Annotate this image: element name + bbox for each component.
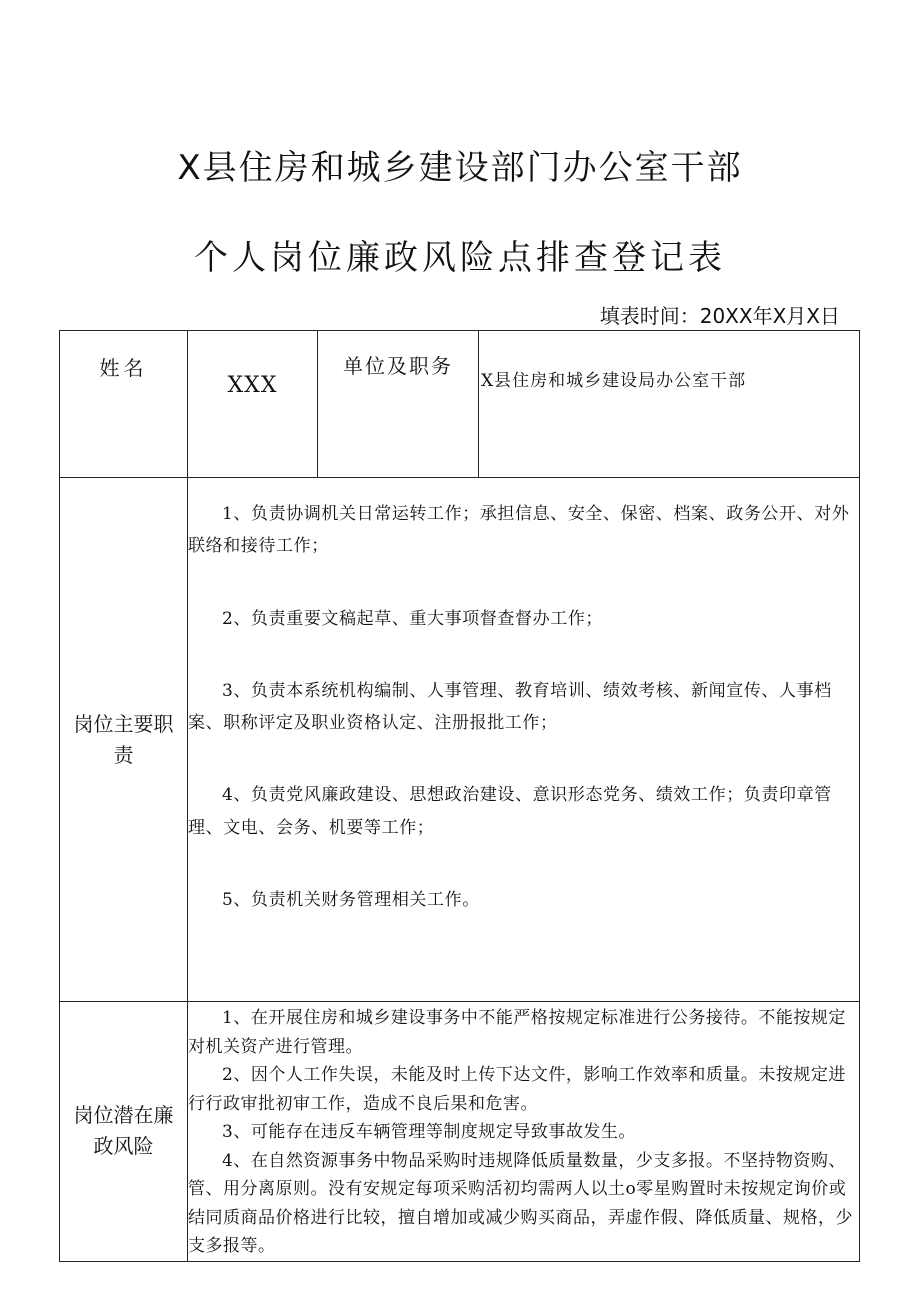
duty-item: 2、负责重要文稿起草、重大事项督查督办工作；	[222, 608, 604, 629]
risks-row	[60, 1002, 860, 1262]
duty-item: 5、负责机关财务管理相关工作。	[222, 890, 480, 911]
risk-registration-table	[59, 330, 860, 1262]
risks-label: 岗位潜在廉政风险	[60, 1002, 188, 1262]
duty-item: 1、负责协调机关日常运转工作；承担信息、安全、保密、档案、政务公开、对外联络和接待工作；	[188, 504, 850, 557]
unit-position-value: X县住房和城乡建设局办公室干部	[479, 331, 860, 478]
duty-item: 4、负责党风廉政建设、思想政治建设、意识形态党务、绩效工作；负责印章管理、文电、会务、机要等工作；	[188, 785, 832, 838]
fill-date: 填表时间：20XX年X月X日	[599, 304, 840, 328]
duties-label: 岗位主要职责	[60, 478, 188, 1002]
duty-item: 3、负责本系统机构编制、人事管理、教育培训、绩效考核、新闻宣传、人事档案、职称评定及职业资格认定、注册报批工作；	[188, 680, 832, 734]
name-label: 姓名	[60, 331, 188, 478]
document-title-line1: X县住房和城乡建设部门办公室干部	[177, 148, 743, 188]
duties-content	[188, 478, 860, 1002]
risk-item: 2、因个人工作失误，未能及时上传下达文件，影响工作效率和质量。未按规定进行行政审批初审工作，造成不良后果和危害。	[188, 1065, 846, 1114]
risk-item: 3、可能存在违反车辆管理等制度规定导致事故发生。	[222, 1122, 636, 1143]
risk-item: 4、在自然资源事务中物品采购时违规降低质量数量，少支多报。不坚持物资购、管、用分离原则。没有安规定每项采购活初均需两人以土o零星购置时未按规定询价或结同质商品价格进行比较，擅自增加或减少购买商品，弄虚作假、降低质量、规格，少支多报等。	[188, 1150, 853, 1257]
header-row	[60, 331, 860, 478]
risks-content	[188, 1002, 860, 1262]
duties-row	[60, 478, 860, 1002]
risk-item: 1、在开展住房和城乡建设事务中不能严格按规定标准进行公务接待。不能按规定对机关资产进行管理。	[188, 1008, 846, 1057]
name-value: XXX	[188, 331, 318, 478]
unit-position-label: 单位及职务	[318, 331, 479, 478]
document-title-line2: 个人岗位廉政风险点排查登记表	[194, 238, 726, 278]
